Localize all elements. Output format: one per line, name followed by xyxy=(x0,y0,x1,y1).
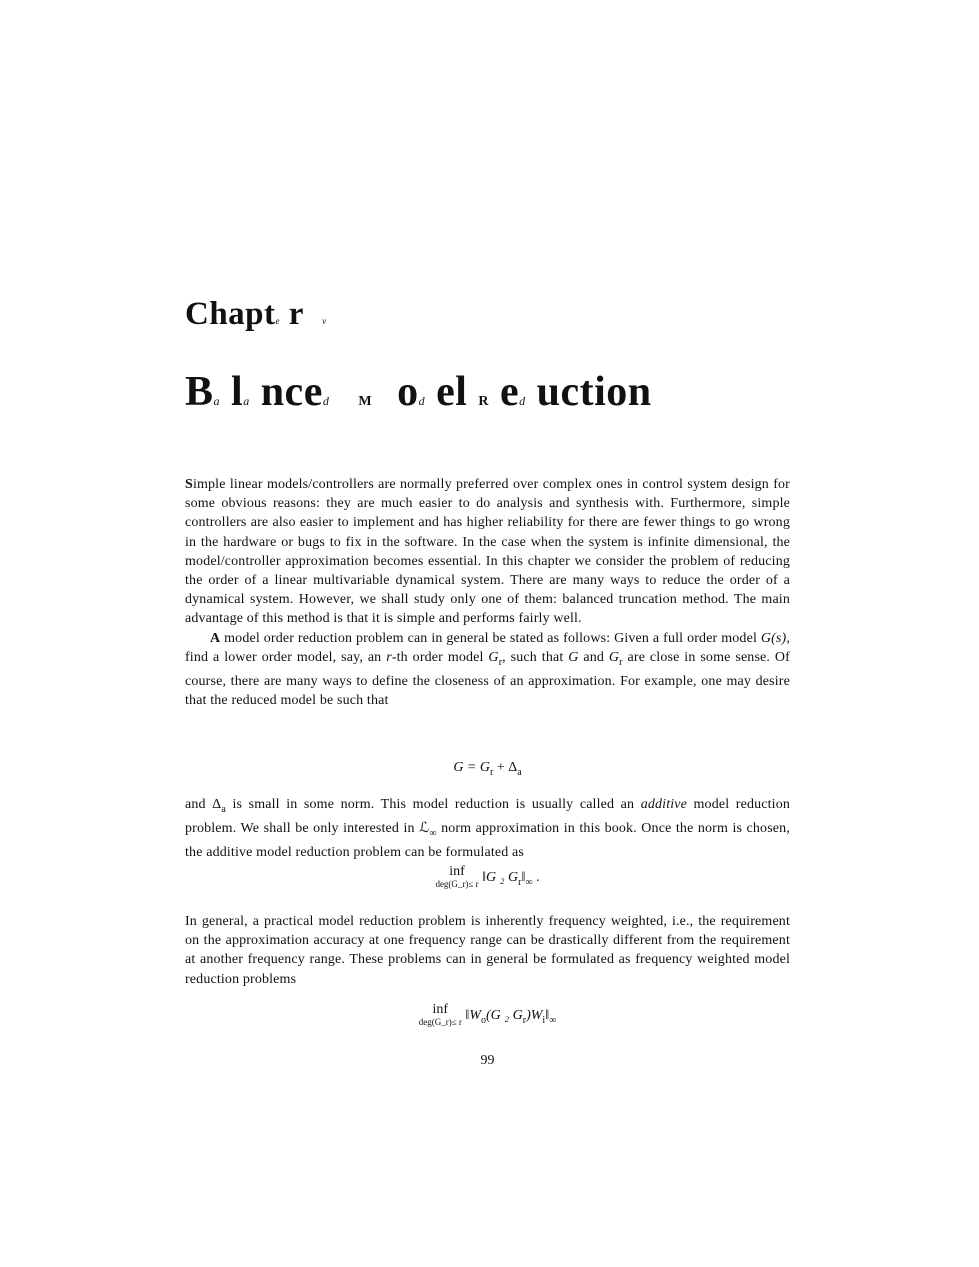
math-subscript: i xyxy=(542,1015,546,1027)
inf-operator xyxy=(435,866,478,890)
paragraph-text: is small in some norm. This model reduction is usually called an xyxy=(225,797,641,812)
title-part: l xyxy=(220,369,244,415)
math-subscript: r xyxy=(522,1015,527,1027)
math-subscript: o xyxy=(480,1015,486,1027)
inf-limit: deg(G_r)≤ r xyxy=(435,879,479,889)
math-subscript: r xyxy=(619,656,623,668)
paragraph-text: , such that xyxy=(502,649,569,665)
paragraph-problem xyxy=(185,629,790,711)
lead-letter: A xyxy=(210,630,221,646)
paragraph-text: model reduction problem. We shall be only interested in ℒ xyxy=(185,797,790,836)
title-part: R xyxy=(478,394,489,409)
paragraph-text: norm approximation in this book. Once the norm is chosen, the additive model reduction problem can be formulated as xyxy=(185,821,790,860)
title-part: nce xyxy=(249,369,323,415)
math-symbol: G xyxy=(568,649,579,665)
paragraph-block-2 xyxy=(185,795,790,862)
paragraph-text: In general, a practical model reduction problem is inherently frequency weighted, i.e., the requirement on the approximation accuracy at one frequency range can be drastically different from the requirement at another frequency range. These problems can in general be formulated as frequency weighted model reduction problems xyxy=(185,914,790,987)
math-subscript: a xyxy=(517,766,522,778)
paragraph-text: , find a lower order model, say, an xyxy=(185,630,790,665)
title-part: uction xyxy=(525,369,652,415)
math-subscript: ∞ xyxy=(429,827,437,839)
paragraph-weighted xyxy=(185,912,790,989)
paragraph-block-1 xyxy=(185,475,790,710)
math-subscript: ∞ xyxy=(525,877,533,889)
emphasis-text: additive xyxy=(640,797,687,812)
paragraph-text: imple linear models/controllers are normally preferred over complex ones in control system design for some obvious reasons: they are much easier to do analysis and synthesis with. Furthermore, simple controllers are also easier to implement and has higher reliability for there are fewer things to go wrong in the hardware or bugs to fix in the software. In the case when the system is infinite dimensional, the model/controller approximation becomes essential. In this chapter we consider the problem of reducing the order of a linear multivariable dynamical system. There are many ways to reduce the order of a dynamical system. However, we shall study only one of them: balanced truncation method. The main advantage of this method is that it is simple and performs fairly well. xyxy=(185,477,790,627)
paragraph-additive xyxy=(185,795,790,862)
math-subscript: ∞ xyxy=(549,1015,557,1027)
math-symbol: r xyxy=(386,649,392,665)
equation-text: (G ₂ G xyxy=(485,1008,523,1024)
equation-inf-norm xyxy=(185,866,790,890)
equation-text: ‖ xyxy=(545,1008,550,1024)
equation-text: . xyxy=(532,870,540,886)
inf-label: inf xyxy=(449,864,465,879)
chapter-label xyxy=(185,296,327,333)
chapter-label-part: Chapt xyxy=(185,296,276,332)
title-part: B xyxy=(185,369,214,415)
title-part: d xyxy=(322,394,330,408)
equation-text: ‖W xyxy=(465,1008,481,1024)
title-part: e xyxy=(489,369,520,415)
equation-weighted xyxy=(185,1004,790,1028)
title-part: M xyxy=(358,394,373,409)
math-subscript: r xyxy=(518,877,522,889)
lead-letter: S xyxy=(185,477,193,492)
title-part: el xyxy=(425,369,468,415)
paragraph-text: model order reduction problem can in general be stated as follows: Given a full order model xyxy=(220,630,761,646)
paragraph-text: -th order model xyxy=(391,649,489,665)
equation-additive xyxy=(185,760,790,778)
title-part: a xyxy=(213,394,221,408)
chapter-title xyxy=(185,368,652,416)
title-part: d xyxy=(418,394,426,408)
inf-limit: deg(G_r)≤ r xyxy=(418,1017,462,1027)
math-symbol: G xyxy=(488,649,499,665)
equation-text: + Δ xyxy=(493,760,518,775)
equation-text: G = G xyxy=(453,760,490,775)
math-subscript: r xyxy=(489,766,494,778)
inf-operator xyxy=(419,1004,462,1028)
equation-text: )W xyxy=(526,1008,543,1024)
paragraph-text: and xyxy=(578,649,609,665)
paragraph-block-3 xyxy=(185,912,790,989)
equation-text: ‖G ₂ G xyxy=(482,870,519,886)
math-symbol: G(s) xyxy=(760,630,787,646)
math-subscript: a xyxy=(221,803,226,815)
paragraph-text: are close in some sense. Of course, there are many ways to define the closeness of an approximation. For example, one may desire that the reduced model be such that xyxy=(185,649,790,709)
chapter-label-part: r xyxy=(280,296,304,332)
chapter-number: ν xyxy=(322,316,327,326)
title-part: a xyxy=(243,394,250,408)
equation-text: ‖ xyxy=(521,870,526,886)
chapter-label-part: e xyxy=(275,316,281,326)
title-part: o xyxy=(397,369,419,415)
paragraph-text: and Δ xyxy=(185,797,222,812)
inf-label: inf xyxy=(432,1002,449,1017)
page-number: 99 xyxy=(480,1053,495,1068)
math-subscript: r xyxy=(498,656,503,668)
paragraph-intro xyxy=(185,475,790,629)
math-symbol: G xyxy=(608,649,620,665)
title-part: d xyxy=(519,394,526,408)
